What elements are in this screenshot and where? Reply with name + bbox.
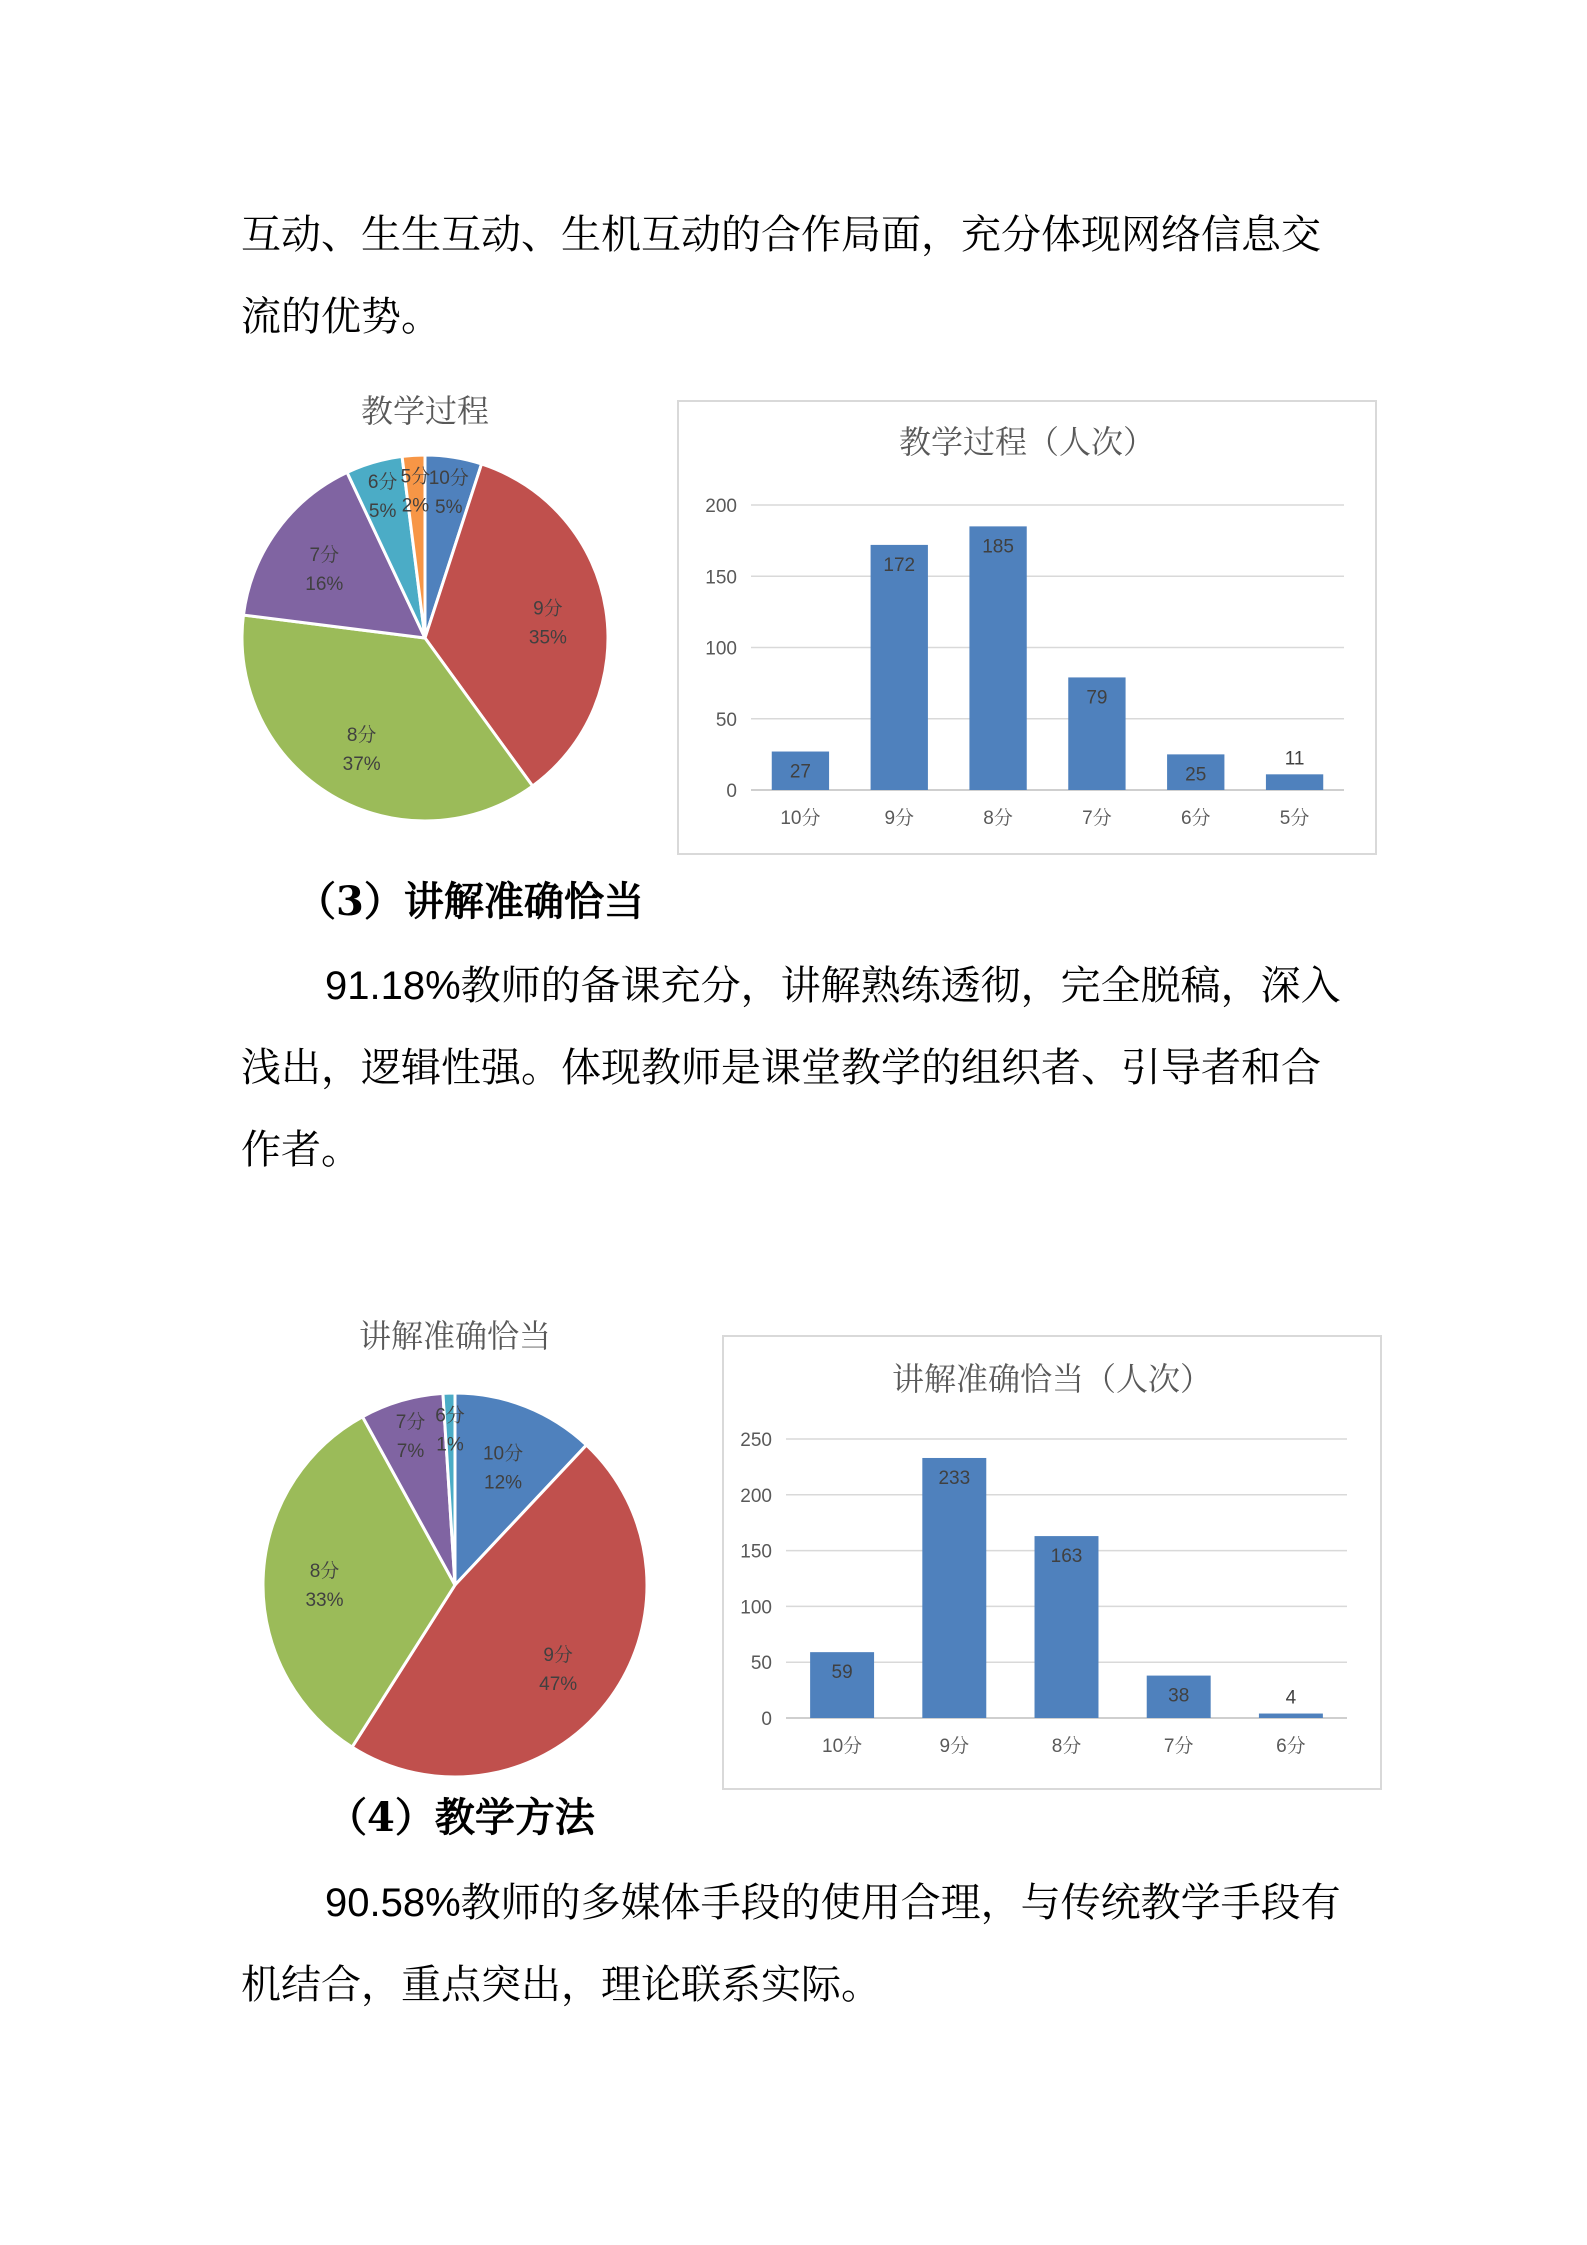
pie-chart-explanation (250, 1305, 670, 1785)
paragraph-methods-text: 教师的多媒体手段的使用合理，与传统教学手段有机结合，重点突出，理论联系实际。 (241, 1880, 1341, 2008)
pie-slice-name-label: 9分 (543, 1645, 573, 1667)
y-tick-label: 0 (726, 781, 737, 802)
pie-slice-name-label: 7分 (395, 1411, 426, 1433)
paragraph-intro (241, 194, 1356, 358)
y-tick-label: 200 (740, 1485, 772, 1507)
pie-chart-svg (230, 375, 630, 835)
paragraph-explanation-text: 教师的备课充分，讲解熟练透彻，完全脱稿，深入浅出，逻辑性强。体现教师是课堂教学的组织者、引导者和合作者。 (241, 963, 1341, 1173)
section-heading-3: （3）讲解准确恰当 (296, 878, 644, 925)
paragraph-explanation (241, 945, 1356, 1191)
x-tick-label: 10分 (780, 808, 821, 829)
y-tick-label: 150 (705, 567, 737, 589)
chart-title: 讲解准确恰当 (358, 1318, 552, 1354)
pie-slice-name-label: 8分 (346, 725, 377, 747)
pie-slice-percent-label: 35% (528, 627, 567, 649)
bar-value-label: 27 (789, 761, 811, 783)
bar-value-label: 4 (1285, 1687, 1297, 1709)
x-tick-label: 8分 (1051, 1736, 1082, 1757)
bar-chart-teaching-process (677, 400, 1377, 855)
pie-slice-percent-label: 47% (539, 1674, 578, 1696)
pie-slice-percent-label: 5% (435, 496, 463, 518)
pie-slice-name-label: 10分 (428, 467, 469, 489)
y-tick-label: 250 (740, 1430, 772, 1451)
x-tick-label: 9分 (884, 808, 915, 829)
pie-slice-percent-label: 37% (342, 754, 381, 776)
section-heading-4: （4）教学方法 (327, 1794, 595, 1841)
percent-value: 91.18% (325, 964, 461, 1008)
chart-title: 教学过程 (360, 393, 490, 429)
pie-slice-percent-label: 16% (305, 573, 344, 595)
y-tick-label: 50 (715, 709, 737, 731)
chart-title: 讲解准确恰当（人次） (891, 1361, 1213, 1397)
y-tick-label: 0 (761, 1709, 772, 1730)
bar (1266, 774, 1323, 790)
x-tick-label: 7分 (1082, 808, 1112, 829)
pie-slice-percent-label: 12% (484, 1472, 523, 1494)
x-tick-label: 5分 (1279, 808, 1310, 829)
x-tick-label: 10分 (822, 1736, 863, 1757)
x-tick-label: 9分 (939, 1736, 970, 1757)
bar-chart-svg (722, 1335, 1382, 1790)
bar-chart-explanation (722, 1335, 1382, 1790)
bar-value-label: 79 (1086, 687, 1108, 709)
chart-title: 教学过程（人次） (898, 424, 1156, 460)
y-tick-label: 200 (705, 496, 737, 517)
bar-value-label: 163 (1050, 1546, 1083, 1568)
bar (1259, 1714, 1323, 1718)
pie-slice-name-label: 6分 (367, 472, 398, 494)
y-tick-label: 50 (750, 1653, 772, 1675)
bar-value-label: 59 (831, 1662, 853, 1684)
pie-slice-percent-label: 1% (436, 1434, 464, 1456)
percent-value: 90.58% (325, 1881, 461, 1925)
paragraph-methods (241, 1862, 1356, 2026)
pie-slice-name-label: 5分 (400, 466, 431, 488)
pie-slice-percent-label: 2% (401, 495, 430, 517)
bar-value-label: 185 (982, 536, 1014, 558)
pie-slice-percent-label: 5% (368, 501, 397, 523)
y-tick-label: 150 (740, 1541, 772, 1563)
pie-slice-name-label: 8分 (309, 1560, 340, 1582)
bar-value-label: 38 (1168, 1685, 1190, 1707)
x-tick-label: 6分 (1276, 1736, 1306, 1757)
x-tick-label: 7分 (1163, 1736, 1194, 1757)
x-tick-label: 6分 (1180, 808, 1211, 829)
pie-slice-name-label: 9分 (533, 598, 563, 620)
pie-chart-svg (250, 1305, 670, 1785)
pie-slice-name-label: 6分 (435, 1405, 465, 1427)
pie-slice-name-label: 7分 (309, 544, 340, 566)
paragraph-intro-text: 互动、生生互动、生机互动的合作局面，充分体现网络信息交流的优势。 (241, 212, 1321, 340)
bar-value-label: 233 (938, 1467, 971, 1489)
pie-chart-teaching-process (230, 375, 630, 835)
bar-value-label: 25 (1185, 764, 1207, 786)
bar-value-label: 11 (1284, 748, 1305, 770)
y-tick-label: 100 (740, 1597, 772, 1619)
y-tick-label: 100 (705, 638, 737, 660)
bar-chart-svg (677, 400, 1377, 855)
x-tick-label: 8分 (983, 808, 1013, 829)
pie-slice-name-label: 10分 (482, 1443, 524, 1465)
bar-value-label: 172 (883, 554, 916, 576)
pie-slice-percent-label: 33% (305, 1589, 344, 1611)
bar (969, 526, 1026, 790)
pie-slice-percent-label: 7% (396, 1440, 425, 1462)
bar (922, 1458, 986, 1718)
bar (871, 545, 928, 790)
